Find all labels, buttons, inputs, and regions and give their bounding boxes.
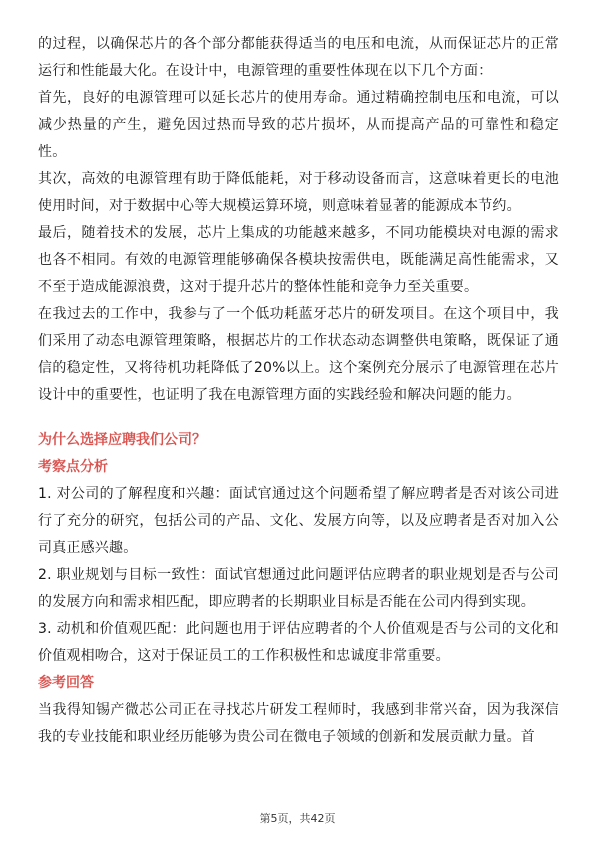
- answer-text: 当我得知锡产微芯公司正在寻找芯片研发工程师时，我感到非常兴奋，因为我深信我的专业技能和职业经历能够为贵公司在微电子领域的创新和发展贡献力量。首: [38, 702, 559, 745]
- intro-paragraph-4: 最后，随着技术的发展，芯片上集成的功能越来越多，不同功能模块对电源的需求也各不相同。有效的电源管理能够确保各模块按需供电，既能满足高性能需求，又不至于造成能源浪费，这对于提升芯片的整体性能和竞争力至关重要。: [38, 225, 559, 295]
- intro-paragraph-5: 在我过去的工作中，我参与了一个低功耗蓝牙芯片的研发项目。在这个项目中，我们采用了动态电源管理策略，根据芯片的工作状态动态调整供电策略，既保证了通信的稳定性，又将待机功耗降低了20%以上。这个案例充分展示了电源管理在芯片设计中的重要性，也证明了我在电源管理方面的实践经验和解决问题的能力。: [38, 306, 559, 403]
- intro-paragraph-2: 首先，良好的电源管理可以延长芯片的使用寿命。通过精确控制电压和电流，可以减少热量的产生，避免因过热而导致的芯片损坏，从而提高产品的可靠性和稳定性。: [38, 90, 559, 160]
- analysis-heading: 考察点分析: [38, 459, 108, 475]
- document-body: [38, 31, 559, 751]
- intro-paragraph-1: 的过程，以确保芯片的各个部分都能获得适当的电压和电流，从而保证芯片的正常运行和性能最大化。在设计中，电源管理的重要性体现在以下几个方面：: [38, 36, 559, 79]
- intro-paragraph-3: 其次，高效的电源管理有助于降低能耗，对于移动设备而言，这意味着更长的电池使用时间，对于数据中心等大规模运算环境，则意味着显著的能源成本节约。: [38, 171, 559, 214]
- analysis-item-2: 2. 职业规划与目标一致性：面试官想通过此问题评估应聘者的职业规划是否与公司的发展方向和需求相匹配，即应聘者的长期职业目标是否能在公司内得到实现。: [38, 567, 559, 610]
- answer-heading: 参考回答: [38, 675, 94, 691]
- analysis-item-1: 1. 对公司的了解程度和兴趣：面试官通过这个问题希望了解应聘者是否对该公司进行了充分的研究，包括公司的产品、文化、发展方向等，以及应聘者是否对加入公司真正感兴趣。: [38, 486, 559, 556]
- page-footer: 第5页，共42页: [259, 812, 336, 825]
- analysis-item-3: 3. 动机和价值观匹配：此问题也用于评估应聘者的个人价值观是否与公司的文化和价值观相吻合，这对于保证员工的工作积极性和忠诚度非常重要。: [38, 621, 559, 664]
- question-title: 为什么选择应聘我们公司？: [38, 432, 206, 448]
